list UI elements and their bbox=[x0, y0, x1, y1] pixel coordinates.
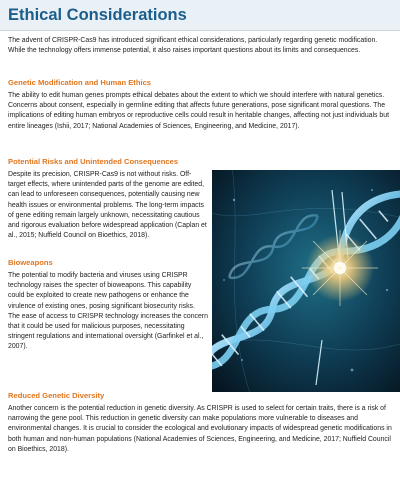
section-body-bioweapons: The potential to modify bacteria and viruses using CRISPR technology raises the specter of bioweapons. This capability could be exploited to create new pathogens or enhance the virulence of existing ones, posing significant biosecurity risks. The ease of access to CRISPR technology increases the concern that it could be used for malicious purposes, necessitating stringent regulations and international oversight (Garfinkel et al., 2007). bbox=[8, 272, 208, 351]
section-body-risks: Despite its precision, CRISPR-Cas9 is not without risks. Off-target effects, where unintended parts of the genome are edited, can lead to unforeseen consequences, potentially causing new health issues or environmental problems. The long-term impacts of gene editing remain largely unknown, necessitating cautious and rigorous evaluation before widespread application (Caplan et al., 2015; Nuffield Council on Bioethics, 2018). bbox=[8, 171, 207, 240]
page-title: Ethical Considerations bbox=[8, 6, 187, 24]
title-divider bbox=[0, 30, 400, 31]
section-heading-bioweapons: Bioweapons bbox=[8, 258, 53, 267]
section-body-genetic-diversity: Another concern is the potential reduction in genetic diversity. As CRISPR is used to select for certain traits, there is a risk of narrowing the gene pool. This reduction in genetic diversity can make populations more vulnerable to diseases and environmental changes. It is crucial to consider the ecological and evolutionary impacts of widespread genetic modifications in both human and non-human populations (National Academies of Sciences, Engineering, and Medicine, 2017; Nuffield Council on Bioethics, 2018). bbox=[8, 405, 392, 453]
section-body-genetic-modification: The ability to edit human genes prompts ethical debates about the extent to which we should interfere with natural genetics. Concerns about consent, especially in germline editing that affects future generations, pose significant moral questions. The implications of editing human embryos or reproductive cells could result in heritable changes, affecting not just individuals but entire lineages (Ishii, 2017; National Academies of Sciences, Engineering, and Medicine, 2017). bbox=[8, 92, 389, 130]
section-heading-genetic-modification: Genetic Modification and Human Ethics bbox=[8, 78, 152, 87]
section-heading-genetic-diversity: Reduced Genetic Diversity bbox=[8, 391, 105, 400]
section-heading-risks: Potential Risks and Unintended Consequences bbox=[8, 157, 179, 166]
intro-paragraph: The advent of CRISPR-Cas9 has introduced significant ethical considerations, particularly regarding genetic modification. While the technology offers immense potential, it also raises important questions about its limits and consequences. bbox=[8, 37, 378, 55]
dna-helix-image bbox=[212, 170, 400, 392]
